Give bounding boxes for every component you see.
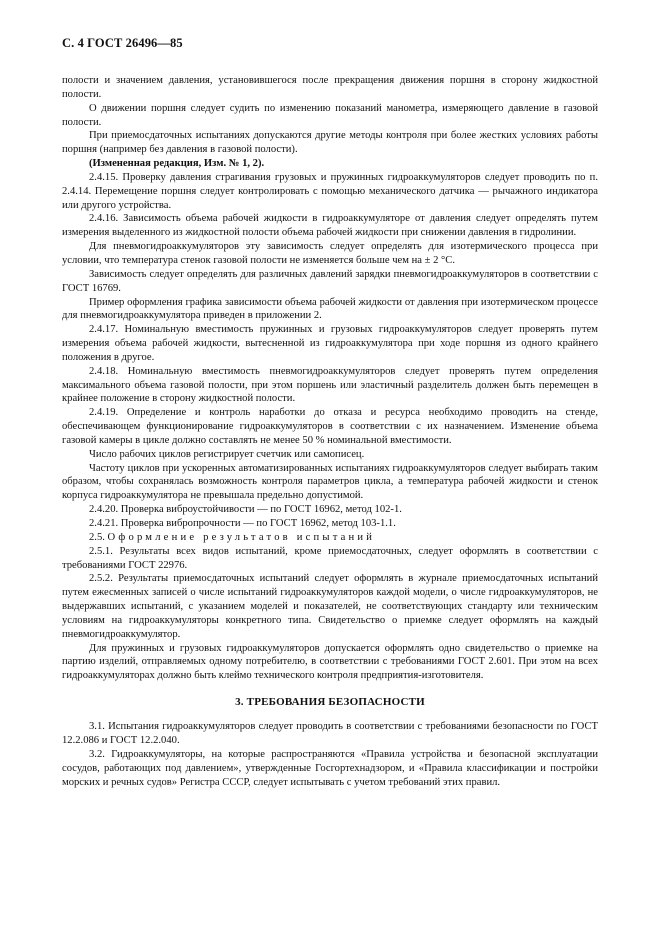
paragraph: Частоту циклов при ускоренных автоматизированных испытаниях гидроаккумуляторов следует выбирать таким образом, чтобы сохранялась возможность контроля параметров цикла, а температура рабочей жидкости и стенок корпуса гидроаккумулятора не превышала предельно допустимой. [62,462,598,502]
paragraph: 2.4.21. Проверка вибропрочности — по ГОСТ 16962, метод 103-1.1. [89,518,396,529]
page-header: С. 4 ГОСТ 26496—85 [62,36,183,50]
paragraph: 2.4.20. Проверка виброустойчивости — по ГОСТ 16962, метод 102-1. [89,504,402,516]
paragraph: Зависимость следует определять для различных давлений зарядки пневмогидроаккумуляторов в соответствии с ГОСТ 16769. [62,268,598,294]
paragraph: Для пневмогидроаккумуляторов эту зависимость следует определять для изотермического процесса при условии, что температура стенок газовой полости не изменяется больше чем на ± 2 °С. [62,241,598,266]
heading-2-5 [62,531,598,545]
paragraph: 2.4.15. Проверку давления страгивания грузовых и пружинных гидроаккумуляторов следует проводить по п. 2.4.14. Перемещение поршня следует контролировать с помощью механического датчика — рычажного индикатора или другого устройства. [62,171,598,211]
text-block-results [62,545,598,683]
heading-2-5-number: 2.5. [89,531,105,543]
paragraph: Пример оформления графика зависимости объема рабочей жидкости от давления при изотермическом процессе для пневмогидроаккумулятора приведен в приложении 2. [62,296,598,322]
paragraph: (Измененная редакция, Изм. № 1, 2). [89,158,265,170]
paragraph: 2.4.17. Номинальную вместимость пружинных и грузовых гидроаккумуляторов следует проверять путем измерения объема рабочей жидкости, вытесненной из гидроаккумулятора при ходе поршня из одного крайнего положения в другое. [62,324,598,363]
document-page [62,36,598,789]
paragraph: Число рабочих циклов регистрирует счетчик или самописец. [89,448,365,460]
paragraph: Для пружинных и грузовых гидроаккумуляторов допускается оформлять одно свидетельство о приемке на партию изделий, отправляемых одному потребителю, в соответствии с требованиями ГОСТ 2.601. При этом на всех гидроаккумуляторах должно быть клеймо технического контроля предприятия-изготовителя. [62,642,598,682]
heading-2-5-title: Оформление результатов испытаний [107,531,376,543]
paragraph: полости и значением давления, установившегося после прекращения движения поршня в сторону жидкостной полости. [62,75,598,100]
text-block-safety [62,720,598,789]
paragraph: 2.5.2. Результаты приемосдаточных испытаний следует оформлять в журнале приемосдаточных испытаний путем ежесменных записей о числе испытаний гидроаккумуляторов каждой модели, о числе гидроаккумуляторов, не выдержавших испытаний, с указанием моделей и показателей, не соответствующих стандарту или техническим условиям на гидроаккумуляторы конкретного типа. Свидетельство о приемке следует оформлять на каждый пневмогидроаккумулятор. [62,573,598,640]
paragraph: 2.4.18. Номинальную вместимость пневмогидроаккумуляторов следует проверять путем определения максимального объема газовой полости, при этом поршень или эластичный разделитель должен быть перемещен в крайнее положение в сторону жидкостной полости. [62,365,598,405]
paragraph: 2.5.1. Результаты всех видов испытаний, кроме приемосдаточных, следует оформлять в соответствии с требованиями ГОСТ 22976. [62,545,598,571]
paragraph: 2.4.19. Определение и контроль наработки до отказа и ресурса необходимо проводить на стенде, обеспечивающем функционирование гидроаккумуляторов в соответствии с их назначением. Изменение объема газовой камеры в цикле должно составлять не менее 50 % номинальной вместимости. [62,407,598,446]
paragraph: При приемосдаточных испытаниях допускаются другие методы контроля при более жестких условиях работы поршня (например без давления в газовой полости). [62,130,598,156]
paragraph: 2.4.16. Зависимость объема рабочей жидкости в гидроаккумуляторе от давления следует определять путем измерения выделенного из жидкостной полости объема рабочей жидкости при снижении давления в гидролинии. [62,213,598,239]
paragraph: О движении поршня следует судить по изменению показаний манометра, измеряющего давление в газовой полости. [62,102,598,128]
section-3-title: 3. ТРЕБОВАНИЯ БЕЗОПАСНОСТИ [235,696,425,709]
paragraph: 3.1. Испытания гидроаккумуляторов следует проводить в соответствии с требованиями безопасности по ГОСТ 12.2.086 и ГОСТ 12.2.040. [62,721,598,746]
paragraph: 3.2. Гидроаккумуляторы, на которые распространяются «Правила устройства и безопасной эксплуатации сосудов, работающих под давлением», утвержденные Госгортехнадзором, и «Правила классификации и постройки морских и речных судов» Регистра СССР, следует испытывать с учетом требований этих правил. [62,748,598,788]
text-block-tests [62,74,598,531]
